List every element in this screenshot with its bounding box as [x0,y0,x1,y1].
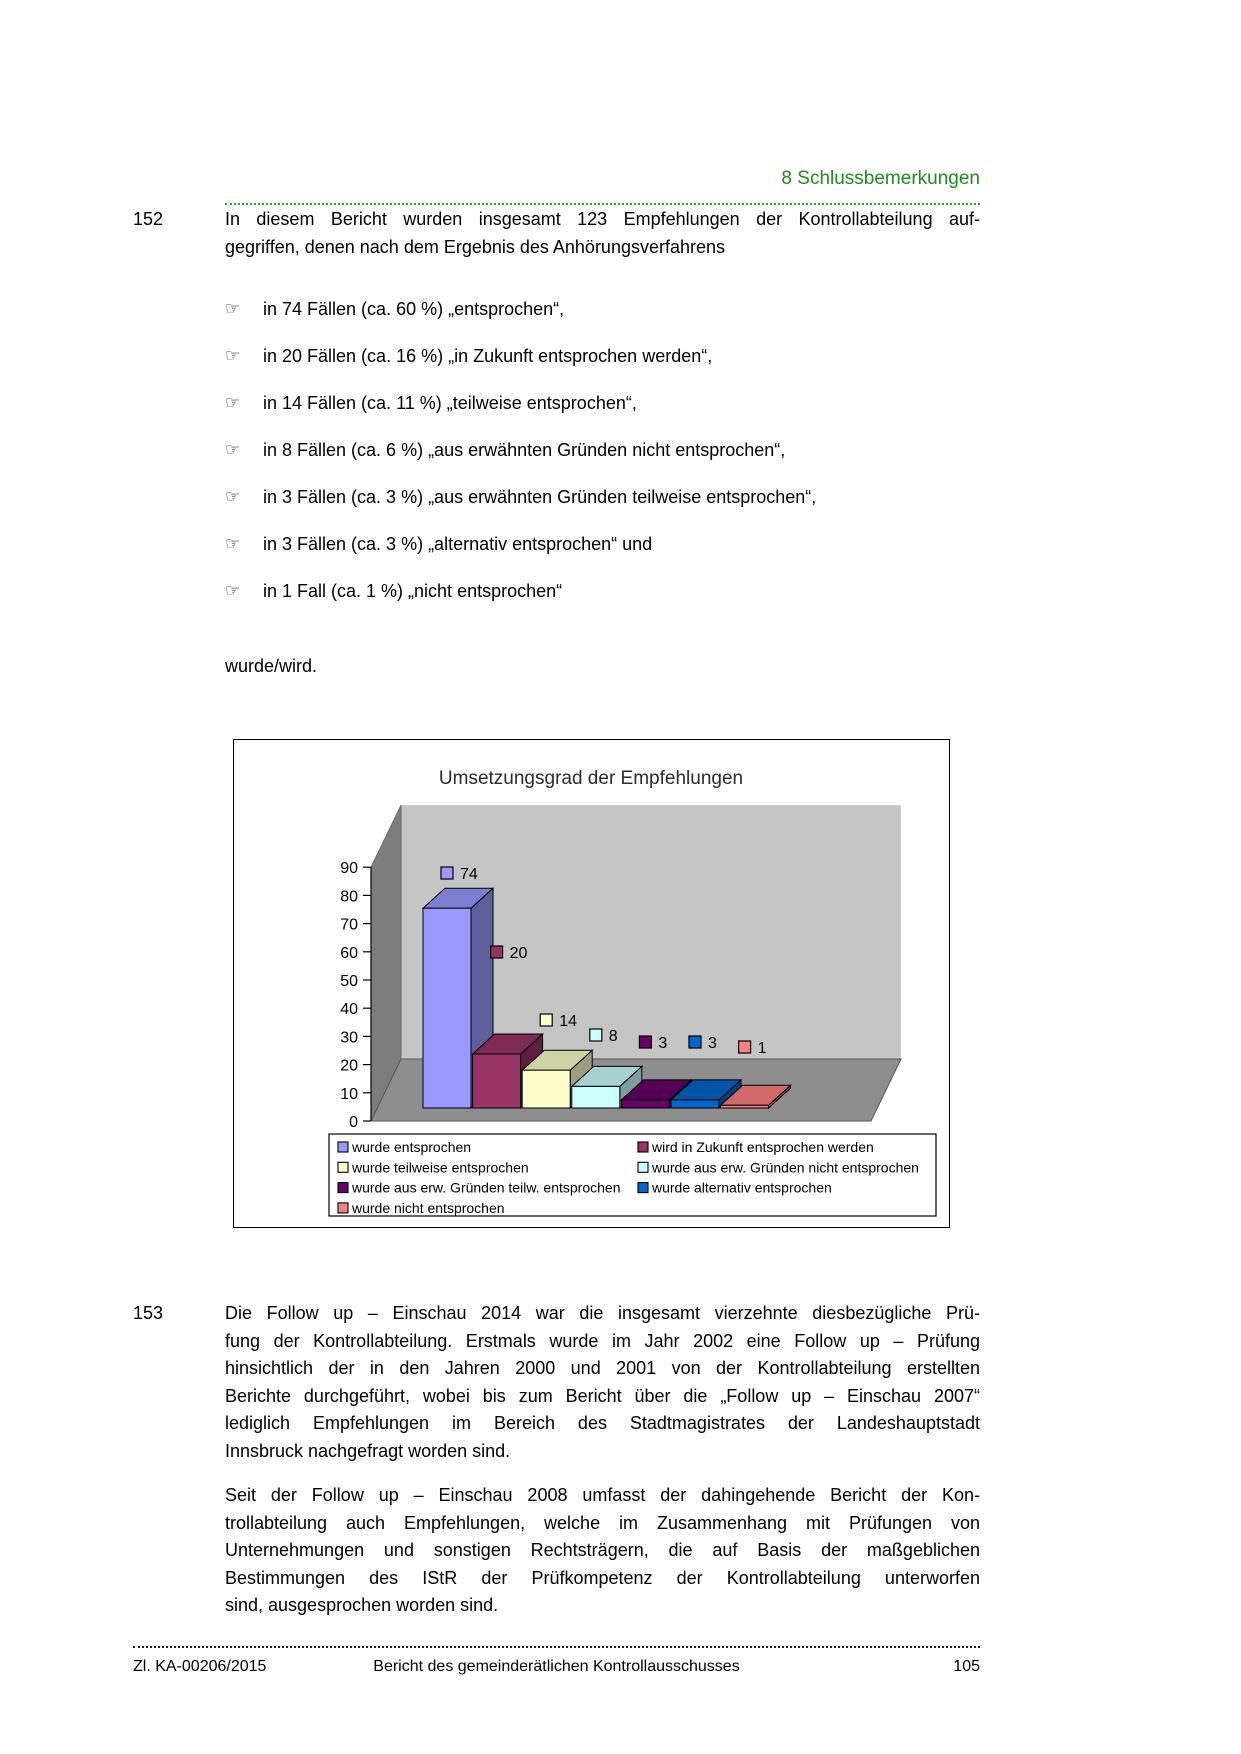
data-label-key [441,867,453,879]
footer-dotted-rule [133,1646,980,1648]
y-tick-label: 40 [340,1001,358,1019]
list-item [225,390,985,416]
footer-document-title: Bericht des gemeinderätlichen Kontrollausschusses [373,1658,740,1675]
legend-key [638,1142,648,1152]
text-line: gegriffen, denen nach dem Ergebnis des Anhörungsverfahrens [225,236,726,257]
bullet-text: in 14 Fällen (ca. 11 %) „teilweise entsprochen“, [263,393,637,413]
paragraph-152 [133,206,980,261]
legend-label: wurde entsprochen [352,1139,472,1155]
data-label-key [590,1029,602,1041]
list-item [225,437,985,463]
chart-figure [233,739,950,1228]
data-label-key [540,1014,552,1026]
legend-key [638,1162,648,1172]
y-tick-label: 20 [340,1057,358,1075]
legend-key [638,1183,648,1193]
y-tick-label: 80 [340,888,358,906]
bullet-text: in 20 Fällen (ca. 16 %) „in Zukunft entsprochen werden“, [263,346,713,366]
pointing-hand-icon: ☞ [225,534,241,554]
bar [423,908,471,1108]
data-label-value: 1 [757,1040,767,1057]
legend-key [338,1162,348,1172]
y-tick-label: 50 [340,973,358,990]
y-tick-label: 70 [340,916,358,934]
legend-key [338,1203,348,1213]
chart-canvas [234,740,948,1226]
data-label-value: 14 [559,1013,577,1030]
footer-page-number: 105 [953,1658,980,1675]
pointing-hand-icon: ☞ [225,393,241,413]
paragraph-number: 153 [133,1303,164,1323]
y-tick-label: 60 [340,944,358,962]
closing-text: wurde/wird. [225,656,318,676]
bullet-text: in 8 Fällen (ca. 6 %) „aus erwähnten Gründen nicht entsprochen“, [263,440,786,460]
text-line: Die Follow up – Einschau 2014 war die insgesamt vierzehnte diesbezügliche Prü- [225,1303,980,1323]
text-line: lediglich Empfehlungen im Bereich des Stadtmagistrates der Landeshauptstadt [225,1413,980,1433]
pointing-hand-icon: ☞ [225,299,241,319]
legend-label: wurde aus erw. Gründen nicht entsprochen [652,1159,919,1176]
bar [721,1105,769,1108]
bullet-text: in 3 Fällen (ca. 3 %) „aus erwähnten Gründen teilweise entsprochen“, [263,487,817,507]
text-line: sind, ausgesprochen worden sind. [225,1595,499,1615]
text-line: Unternehmungen und sonstigen Rechtsträgern, die auf Basis der maßgeblichen [225,1540,980,1560]
list-item [225,531,985,557]
paragraph-number: 152 [133,209,164,229]
bullet-text: in 1 Fall (ca. 1 %) „nicht entsprochen“ [263,581,563,601]
bullet-list [225,296,985,625]
paragraph-text [225,206,980,261]
y-tick-label: 30 [340,1029,358,1047]
data-label-value: 3 [658,1035,668,1052]
y-tick-label: 0 [349,1114,358,1131]
header-dotted-rule [225,203,980,205]
legend-key [338,1183,348,1193]
data-label-value: 8 [608,1028,618,1045]
legend-label: wurde teilweise entsprochen [352,1159,529,1176]
bullet-text: in 3 Fällen (ca. 3 %) „alternativ entsprochen“ und [263,534,653,554]
data-label-value: 74 [460,866,478,883]
legend-label: wurde alternativ entsprochen [652,1179,832,1196]
bullet-text: in 74 Fällen (ca. 60 %) „entsprochen“, [263,299,565,319]
data-label-value: 20 [509,945,528,962]
data-label-key [639,1036,651,1048]
pointing-hand-icon: ☞ [225,487,241,507]
text-line: Bestimmungen des IStR der Prüfkompetenz der Kontrollabteilung unterworfen [225,1567,980,1588]
text-line: trollabteilung auch Empfehlungen, welche im Zusammenhang mit Prüfungen von [225,1512,980,1533]
chart-title: Umsetzungsgrad der Empfehlungen [438,768,744,789]
data-label-key [491,946,503,958]
text-line: fung der Kontrollabteilung. Erstmals wurde im Jahr 2002 eine Follow up – Prüfung [225,1330,980,1351]
bar [572,1086,620,1108]
list-item [225,578,985,604]
bar [671,1100,719,1108]
list-item [225,343,985,369]
footer [133,1658,980,1676]
legend-label: wird in Zukunft entsprochen werden [652,1139,874,1155]
pointing-hand-icon: ☞ [225,581,241,601]
y-tick-label: 90 [340,860,358,878]
paragraph-text-block2 [225,1482,980,1620]
text-line: Innsbruck nachgefragt worden sind. [225,1440,511,1461]
list-item [225,484,985,510]
data-label-key [739,1041,751,1053]
text-line: Seit der Follow up – Einschau 2008 umfasst der dahingehende Bericht der Kon- [225,1485,980,1505]
text-line: Berichte durchgeführt, wobei bis zum Bericht über die „Follow up – Einschau 2007“ [225,1385,980,1406]
list-item [225,296,985,322]
footer-reference-number: Zl. KA-00206/2015 [133,1658,267,1675]
data-label-value: 3 [708,1035,717,1052]
y-tick-label: 10 [340,1085,358,1103]
bar [522,1070,570,1108]
bar [473,1054,521,1108]
text-line: hinsichtlich der in den Jahren 2000 und 2001 von der Kontrollabteilung erstellten [225,1358,980,1378]
legend-key [338,1142,348,1152]
pointing-hand-icon: ☞ [225,440,241,460]
paragraph-text-block1 [225,1300,980,1465]
legend-label: wurde aus erw. Gründen teilw. entsprochen [352,1179,621,1196]
legend-label: wurde nicht entsprochen [352,1199,505,1216]
bar [621,1100,669,1108]
data-label-key [689,1036,701,1048]
paragraph-153 [133,1300,980,1620]
pointing-hand-icon: ☞ [225,346,241,366]
text-line: In diesem Bericht wurden insgesamt 123 Empfehlungen der Kontrollabteilung auf- [225,209,980,229]
section-heading: 8 Schlussbemerkungen [781,168,980,189]
